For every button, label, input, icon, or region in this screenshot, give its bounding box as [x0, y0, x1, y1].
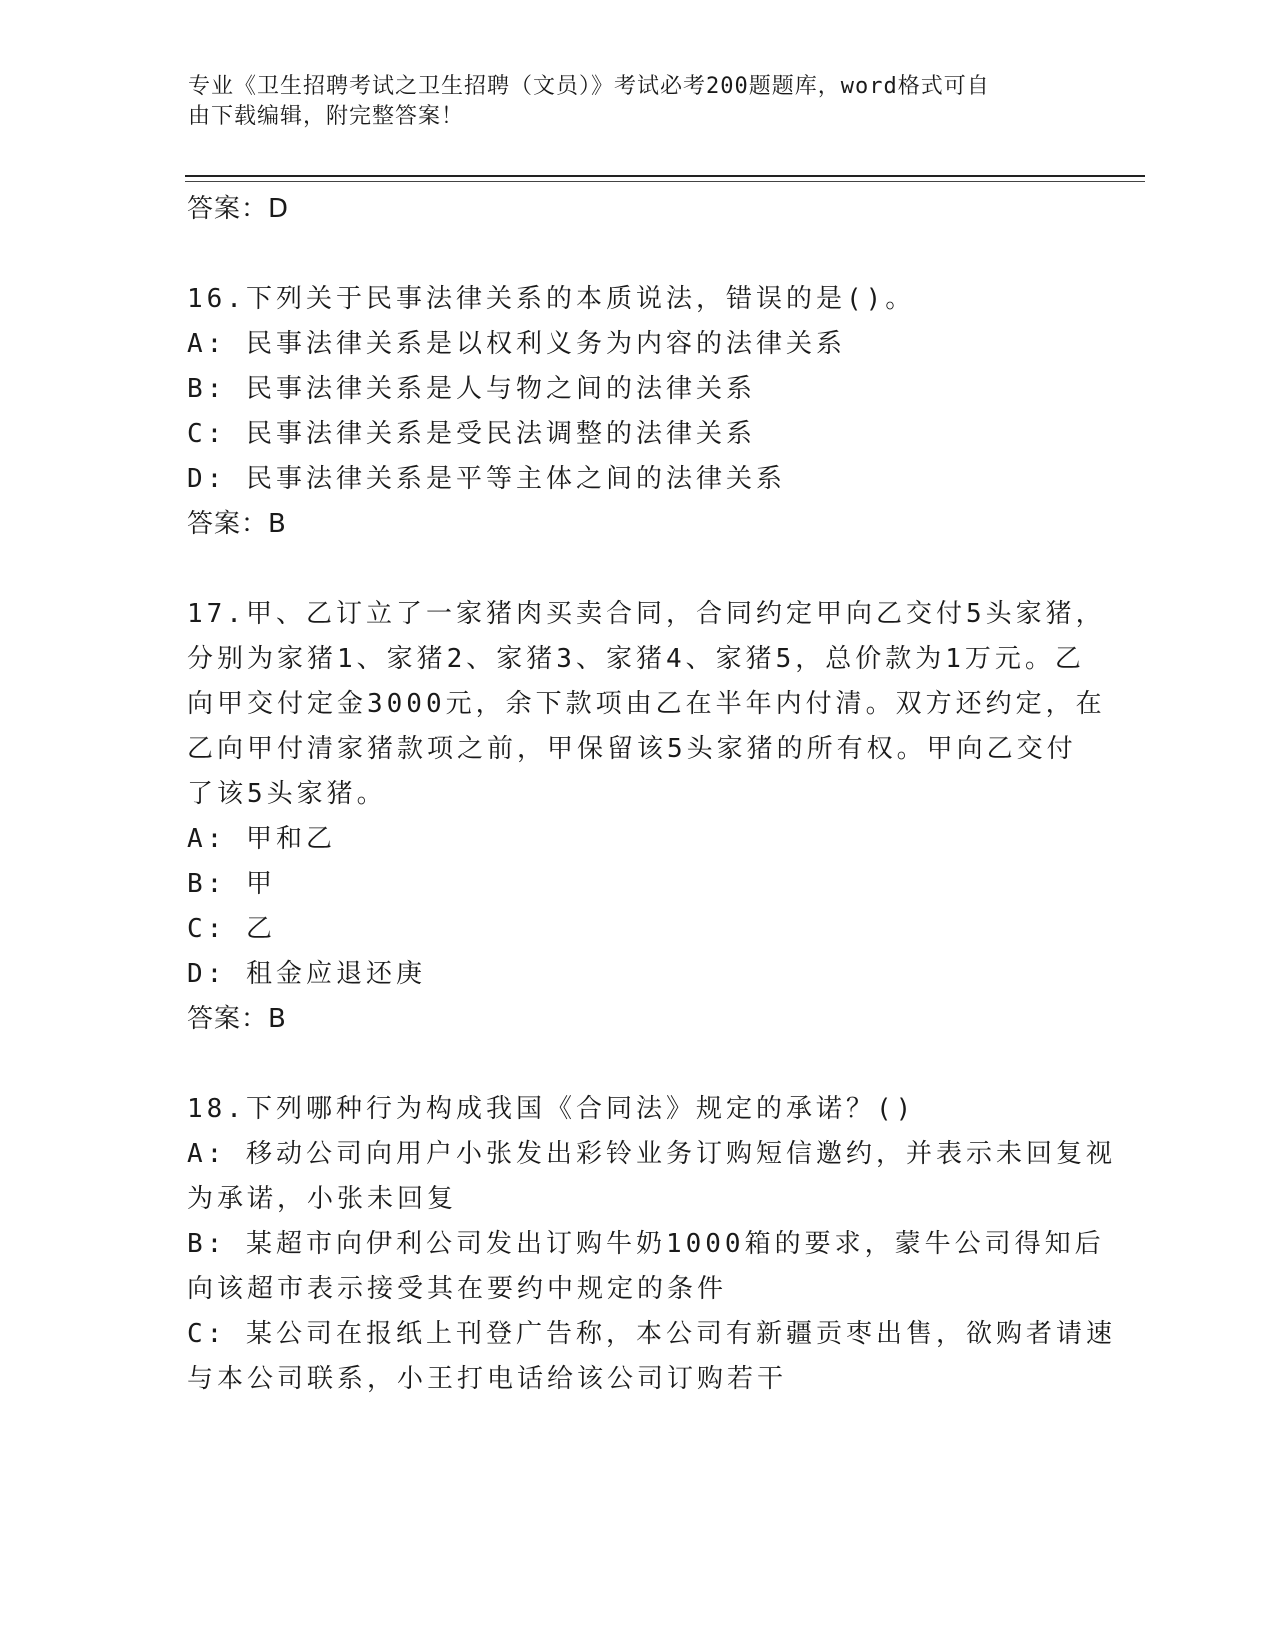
- spacer: [187, 547, 1077, 592]
- question-17-stem-line-2: 分别为家猪1、家猪2、家猪3、家猪4、家猪5，总价款为1万元。乙: [187, 644, 1085, 674]
- question-17-option-d: D: 租金应退还庚: [187, 959, 426, 989]
- question-18-option-c-line-2: 与本公司联系，小王打电话给该公司订购若干: [187, 1364, 788, 1394]
- question-18: [187, 1087, 1116, 1402]
- document-body: [187, 187, 1116, 1402]
- question-16-stem: 16.下列关于民事法律关系的本质说法，错误的是()。: [187, 284, 916, 314]
- question-18-option-b-line-2: 向该超市表示接受其在要约中规定的条件: [187, 1274, 728, 1304]
- question-16-option-b: B: 民事法律关系是人与物之间的法律关系: [187, 374, 756, 404]
- question-16-option-d: D: 民事法律关系是平等主体之间的法律关系: [187, 464, 786, 494]
- question-17-stem-line-5: 了该5头家猪。: [187, 779, 387, 809]
- question-18-option-b-line-1: B: 某超市向伊利公司发出订购牛奶1000箱的要求，蒙牛公司得知后: [187, 1229, 1105, 1259]
- question-17-stem-line-4: 乙向甲付清家猪款项之前，甲保留该5头家猪的所有权。甲向乙交付: [187, 734, 1077, 764]
- question-18-stem: 18.下列哪种行为构成我国《合同法》规定的承诺？(): [187, 1094, 916, 1124]
- question-16: [187, 277, 1077, 547]
- document-header: [188, 72, 1058, 132]
- question-18-option-a-line-1: A: 移动公司向用户小张发出彩铃业务订购短信邀约，并表示未回复视: [187, 1139, 1116, 1169]
- spacer: [187, 232, 1077, 277]
- question-18-option-a-line-2: 为承诺，小张未回复: [187, 1184, 458, 1214]
- question-17-option-b: B: 甲: [187, 869, 276, 899]
- question-16-option-a: A: 民事法律关系是以权利义务为内容的法律关系: [187, 329, 846, 359]
- question-17-option-c: C: 乙: [187, 914, 276, 944]
- header-line-1: 专业《卫生招聘考试之卫生招聘（文员）》考试必考200题题库，word格式可自: [188, 74, 990, 99]
- question-17-stem-line-3: 向甲交付定金3000元，余下款项由乙在半年内付清。双方还约定，在: [187, 689, 1106, 719]
- question-17-option-a: A: 甲和乙: [187, 824, 336, 854]
- question-17-answer: 答案：B: [187, 1004, 287, 1034]
- question-16-answer: 答案：B: [187, 509, 287, 539]
- header-rule-thin: [185, 181, 1145, 182]
- header-line-2: 由下载编辑，附完整答案！: [188, 104, 465, 129]
- question-18-option-c-line-1: C: 某公司在报纸上刊登广告称，本公司有新疆贡枣出售，欲购者请速: [187, 1319, 1116, 1349]
- spacer: [187, 1042, 1077, 1087]
- question-17: [187, 592, 1106, 1042]
- answer-previous: 答案：D: [187, 194, 290, 224]
- question-16-option-c: C: 民事法律关系是受民法调整的法律关系: [187, 419, 756, 449]
- question-17-stem-line-1: 17.甲、乙订立了一家猪肉买卖合同，合同约定甲向乙交付5头家猪，: [187, 599, 1106, 629]
- header-rule-thick: [185, 175, 1145, 177]
